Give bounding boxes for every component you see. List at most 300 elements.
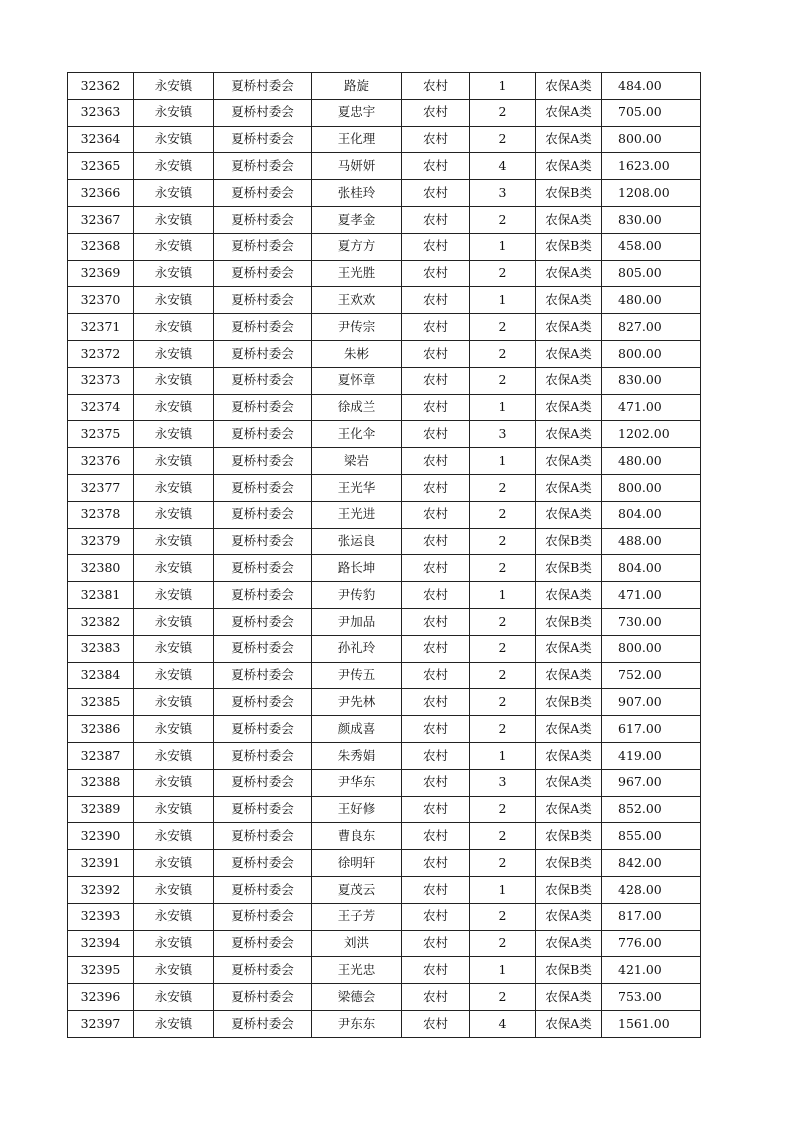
household-size-cell: 2 [470, 501, 536, 528]
household-size-cell: 2 [470, 474, 536, 501]
table-row [68, 850, 701, 877]
household-size-cell: 1 [470, 582, 536, 609]
town-cell: 永安镇 [134, 394, 214, 421]
name-cell: 王光华 [312, 474, 402, 501]
area-type-cell: 农村 [402, 555, 470, 582]
village-cell: 夏桥村委会 [214, 206, 312, 233]
table-row [68, 984, 701, 1011]
household-size-cell: 2 [470, 555, 536, 582]
household-size-cell: 1 [470, 448, 536, 475]
table-row [68, 662, 701, 689]
serial-cell: 32387 [68, 742, 134, 769]
serial-cell: 32365 [68, 153, 134, 180]
table-row [68, 689, 701, 716]
category-cell: 农保A类 [536, 126, 602, 153]
table-row [68, 1010, 701, 1037]
serial-cell: 32379 [68, 528, 134, 555]
town-cell: 永安镇 [134, 501, 214, 528]
beneficiary-table [67, 72, 701, 1038]
town-cell: 永安镇 [134, 287, 214, 314]
serial-cell: 32378 [68, 501, 134, 528]
village-cell: 夏桥村委会 [214, 448, 312, 475]
category-cell: 农保A类 [536, 635, 602, 662]
name-cell: 徐成兰 [312, 394, 402, 421]
name-cell: 尹传五 [312, 662, 402, 689]
amount-cell: 800.00 [602, 474, 701, 501]
village-cell: 夏桥村委会 [214, 394, 312, 421]
serial-cell: 32371 [68, 314, 134, 341]
area-type-cell: 农村 [402, 528, 470, 555]
serial-cell: 32364 [68, 126, 134, 153]
town-cell: 永安镇 [134, 742, 214, 769]
name-cell: 张桂玲 [312, 180, 402, 207]
serial-cell: 32384 [68, 662, 134, 689]
household-size-cell: 4 [470, 1010, 536, 1037]
name-cell: 马妍妍 [312, 153, 402, 180]
area-type-cell: 农村 [402, 394, 470, 421]
household-size-cell: 1 [470, 287, 536, 314]
name-cell: 王光胜 [312, 260, 402, 287]
village-cell: 夏桥村委会 [214, 153, 312, 180]
amount-cell: 776.00 [602, 930, 701, 957]
village-cell: 夏桥村委会 [214, 287, 312, 314]
category-cell: 农保B类 [536, 850, 602, 877]
amount-cell: 488.00 [602, 528, 701, 555]
category-cell: 农保A类 [536, 930, 602, 957]
village-cell: 夏桥村委会 [214, 608, 312, 635]
category-cell: 农保A类 [536, 367, 602, 394]
name-cell: 王光进 [312, 501, 402, 528]
village-cell: 夏桥村委会 [214, 903, 312, 930]
area-type-cell: 农村 [402, 233, 470, 260]
village-cell: 夏桥村委会 [214, 742, 312, 769]
category-cell: 农保A类 [536, 582, 602, 609]
category-cell: 农保A类 [536, 73, 602, 100]
name-cell: 夏忠宇 [312, 99, 402, 126]
household-size-cell: 2 [470, 903, 536, 930]
name-cell: 王欢欢 [312, 287, 402, 314]
name-cell: 梁德会 [312, 984, 402, 1011]
table-row [68, 206, 701, 233]
town-cell: 永安镇 [134, 528, 214, 555]
name-cell: 夏茂云 [312, 876, 402, 903]
household-size-cell: 1 [470, 73, 536, 100]
village-cell: 夏桥村委会 [214, 635, 312, 662]
town-cell: 永安镇 [134, 260, 214, 287]
serial-cell: 32394 [68, 930, 134, 957]
town-cell: 永安镇 [134, 903, 214, 930]
serial-cell: 32389 [68, 796, 134, 823]
name-cell: 夏方方 [312, 233, 402, 260]
village-cell: 夏桥村委会 [214, 73, 312, 100]
village-cell: 夏桥村委会 [214, 528, 312, 555]
household-size-cell: 2 [470, 608, 536, 635]
household-size-cell: 3 [470, 421, 536, 448]
household-size-cell: 1 [470, 957, 536, 984]
category-cell: 农保B类 [536, 528, 602, 555]
town-cell: 永安镇 [134, 635, 214, 662]
amount-cell: 1623.00 [602, 153, 701, 180]
name-cell: 刘洪 [312, 930, 402, 957]
town-cell: 永安镇 [134, 314, 214, 341]
category-cell: 农保A类 [536, 662, 602, 689]
serial-cell: 32385 [68, 689, 134, 716]
household-size-cell: 2 [470, 99, 536, 126]
household-size-cell: 2 [470, 716, 536, 743]
category-cell: 农保A类 [536, 796, 602, 823]
area-type-cell: 农村 [402, 769, 470, 796]
category-cell: 农保B类 [536, 555, 602, 582]
village-cell: 夏桥村委会 [214, 876, 312, 903]
serial-cell: 32372 [68, 340, 134, 367]
village-cell: 夏桥村委会 [214, 984, 312, 1011]
household-size-cell: 2 [470, 314, 536, 341]
serial-cell: 32382 [68, 608, 134, 635]
area-type-cell: 农村 [402, 850, 470, 877]
table-row [68, 99, 701, 126]
name-cell: 尹传宗 [312, 314, 402, 341]
name-cell: 王化理 [312, 126, 402, 153]
table-row [68, 73, 701, 100]
area-type-cell: 农村 [402, 421, 470, 448]
area-type-cell: 农村 [402, 206, 470, 233]
table-row [68, 957, 701, 984]
area-type-cell: 农村 [402, 260, 470, 287]
table-row [68, 823, 701, 850]
town-cell: 永安镇 [134, 555, 214, 582]
village-cell: 夏桥村委会 [214, 689, 312, 716]
name-cell: 徐明轩 [312, 850, 402, 877]
village-cell: 夏桥村委会 [214, 716, 312, 743]
household-size-cell: 4 [470, 153, 536, 180]
serial-cell: 32388 [68, 769, 134, 796]
name-cell: 王子芳 [312, 903, 402, 930]
category-cell: 农保A类 [536, 287, 602, 314]
household-size-cell: 2 [470, 126, 536, 153]
table-row [68, 421, 701, 448]
table-row [68, 635, 701, 662]
amount-cell: 471.00 [602, 394, 701, 421]
village-cell: 夏桥村委会 [214, 421, 312, 448]
amount-cell: 1208.00 [602, 180, 701, 207]
table-row [68, 608, 701, 635]
household-size-cell: 1 [470, 394, 536, 421]
name-cell: 曹良东 [312, 823, 402, 850]
serial-cell: 32363 [68, 99, 134, 126]
table-row [68, 394, 701, 421]
village-cell: 夏桥村委会 [214, 126, 312, 153]
serial-cell: 32395 [68, 957, 134, 984]
household-size-cell: 2 [470, 796, 536, 823]
amount-cell: 907.00 [602, 689, 701, 716]
village-cell: 夏桥村委会 [214, 930, 312, 957]
table-row [68, 742, 701, 769]
category-cell: 农保A类 [536, 1010, 602, 1037]
table-row [68, 796, 701, 823]
area-type-cell: 农村 [402, 903, 470, 930]
town-cell: 永安镇 [134, 233, 214, 260]
serial-cell: 32376 [68, 448, 134, 475]
table-row [68, 287, 701, 314]
amount-cell: 752.00 [602, 662, 701, 689]
amount-cell: 419.00 [602, 742, 701, 769]
village-cell: 夏桥村委会 [214, 796, 312, 823]
town-cell: 永安镇 [134, 474, 214, 501]
household-size-cell: 1 [470, 742, 536, 769]
area-type-cell: 农村 [402, 823, 470, 850]
amount-cell: 855.00 [602, 823, 701, 850]
table-row [68, 903, 701, 930]
area-type-cell: 农村 [402, 474, 470, 501]
area-type-cell: 农村 [402, 153, 470, 180]
area-type-cell: 农村 [402, 367, 470, 394]
area-type-cell: 农村 [402, 662, 470, 689]
amount-cell: 852.00 [602, 796, 701, 823]
table-row [68, 716, 701, 743]
household-size-cell: 2 [470, 635, 536, 662]
amount-cell: 804.00 [602, 555, 701, 582]
category-cell: 农保A类 [536, 206, 602, 233]
table-body [68, 73, 701, 1038]
town-cell: 永安镇 [134, 689, 214, 716]
category-cell: 农保A类 [536, 903, 602, 930]
table-row [68, 233, 701, 260]
area-type-cell: 农村 [402, 796, 470, 823]
category-cell: 农保B类 [536, 957, 602, 984]
amount-cell: 830.00 [602, 206, 701, 233]
table-row [68, 314, 701, 341]
area-type-cell: 农村 [402, 957, 470, 984]
name-cell: 颜成喜 [312, 716, 402, 743]
name-cell: 路长坤 [312, 555, 402, 582]
area-type-cell: 农村 [402, 314, 470, 341]
area-type-cell: 农村 [402, 73, 470, 100]
area-type-cell: 农村 [402, 742, 470, 769]
household-size-cell: 2 [470, 260, 536, 287]
area-type-cell: 农村 [402, 876, 470, 903]
serial-cell: 32377 [68, 474, 134, 501]
household-size-cell: 1 [470, 876, 536, 903]
household-size-cell: 2 [470, 850, 536, 877]
town-cell: 永安镇 [134, 608, 214, 635]
category-cell: 农保A类 [536, 153, 602, 180]
serial-cell: 32397 [68, 1010, 134, 1037]
village-cell: 夏桥村委会 [214, 99, 312, 126]
area-type-cell: 农村 [402, 635, 470, 662]
town-cell: 永安镇 [134, 421, 214, 448]
area-type-cell: 农村 [402, 448, 470, 475]
household-size-cell: 2 [470, 930, 536, 957]
village-cell: 夏桥村委会 [214, 1010, 312, 1037]
serial-cell: 32390 [68, 823, 134, 850]
serial-cell: 32369 [68, 260, 134, 287]
serial-cell: 32396 [68, 984, 134, 1011]
table-row [68, 769, 701, 796]
name-cell: 朱秀娟 [312, 742, 402, 769]
table-row [68, 501, 701, 528]
village-cell: 夏桥村委会 [214, 314, 312, 341]
household-size-cell: 2 [470, 340, 536, 367]
category-cell: 农保A类 [536, 716, 602, 743]
household-size-cell: 2 [470, 367, 536, 394]
household-size-cell: 2 [470, 823, 536, 850]
category-cell: 农保A类 [536, 984, 602, 1011]
town-cell: 永安镇 [134, 340, 214, 367]
village-cell: 夏桥村委会 [214, 662, 312, 689]
village-cell: 夏桥村委会 [214, 501, 312, 528]
area-type-cell: 农村 [402, 1010, 470, 1037]
town-cell: 永安镇 [134, 582, 214, 609]
table-row [68, 153, 701, 180]
town-cell: 永安镇 [134, 367, 214, 394]
amount-cell: 705.00 [602, 99, 701, 126]
serial-cell: 32366 [68, 180, 134, 207]
category-cell: 农保A类 [536, 501, 602, 528]
serial-cell: 32386 [68, 716, 134, 743]
area-type-cell: 农村 [402, 930, 470, 957]
amount-cell: 480.00 [602, 287, 701, 314]
amount-cell: 730.00 [602, 608, 701, 635]
name-cell: 尹传豹 [312, 582, 402, 609]
village-cell: 夏桥村委会 [214, 957, 312, 984]
village-cell: 夏桥村委会 [214, 555, 312, 582]
table-row [68, 126, 701, 153]
village-cell: 夏桥村委会 [214, 340, 312, 367]
category-cell: 农保B类 [536, 233, 602, 260]
area-type-cell: 农村 [402, 689, 470, 716]
category-cell: 农保B类 [536, 180, 602, 207]
area-type-cell: 农村 [402, 716, 470, 743]
amount-cell: 421.00 [602, 957, 701, 984]
town-cell: 永安镇 [134, 448, 214, 475]
serial-cell: 32381 [68, 582, 134, 609]
village-cell: 夏桥村委会 [214, 850, 312, 877]
table-row [68, 555, 701, 582]
amount-cell: 458.00 [602, 233, 701, 260]
category-cell: 农保A类 [536, 742, 602, 769]
town-cell: 永安镇 [134, 180, 214, 207]
amount-cell: 484.00 [602, 73, 701, 100]
amount-cell: 471.00 [602, 582, 701, 609]
category-cell: 农保B类 [536, 608, 602, 635]
name-cell: 朱彬 [312, 340, 402, 367]
category-cell: 农保A类 [536, 474, 602, 501]
serial-cell: 32393 [68, 903, 134, 930]
category-cell: 农保A类 [536, 769, 602, 796]
name-cell: 孙礼玲 [312, 635, 402, 662]
amount-cell: 753.00 [602, 984, 701, 1011]
household-size-cell: 3 [470, 769, 536, 796]
area-type-cell: 农村 [402, 984, 470, 1011]
area-type-cell: 农村 [402, 340, 470, 367]
town-cell: 永安镇 [134, 73, 214, 100]
amount-cell: 817.00 [602, 903, 701, 930]
category-cell: 农保B类 [536, 689, 602, 716]
category-cell: 农保A类 [536, 340, 602, 367]
name-cell: 夏孝金 [312, 206, 402, 233]
town-cell: 永安镇 [134, 796, 214, 823]
town-cell: 永安镇 [134, 126, 214, 153]
amount-cell: 617.00 [602, 716, 701, 743]
serial-cell: 32373 [68, 367, 134, 394]
serial-cell: 32380 [68, 555, 134, 582]
name-cell: 路旋 [312, 73, 402, 100]
category-cell: 农保A类 [536, 260, 602, 287]
town-cell: 永安镇 [134, 957, 214, 984]
village-cell: 夏桥村委会 [214, 260, 312, 287]
area-type-cell: 农村 [402, 501, 470, 528]
name-cell: 王化伞 [312, 421, 402, 448]
village-cell: 夏桥村委会 [214, 474, 312, 501]
town-cell: 永安镇 [134, 153, 214, 180]
area-type-cell: 农村 [402, 99, 470, 126]
town-cell: 永安镇 [134, 876, 214, 903]
amount-cell: 1202.00 [602, 421, 701, 448]
name-cell: 尹加品 [312, 608, 402, 635]
amount-cell: 800.00 [602, 635, 701, 662]
name-cell: 夏怀章 [312, 367, 402, 394]
serial-cell: 32375 [68, 421, 134, 448]
area-type-cell: 农村 [402, 126, 470, 153]
town-cell: 永安镇 [134, 984, 214, 1011]
serial-cell: 32374 [68, 394, 134, 421]
table-row [68, 340, 701, 367]
amount-cell: 428.00 [602, 876, 701, 903]
table-row [68, 367, 701, 394]
town-cell: 永安镇 [134, 850, 214, 877]
name-cell: 王光忠 [312, 957, 402, 984]
area-type-cell: 农村 [402, 287, 470, 314]
table-row [68, 474, 701, 501]
serial-cell: 32392 [68, 876, 134, 903]
area-type-cell: 农村 [402, 180, 470, 207]
amount-cell: 842.00 [602, 850, 701, 877]
household-size-cell: 2 [470, 528, 536, 555]
amount-cell: 800.00 [602, 126, 701, 153]
name-cell: 王好修 [312, 796, 402, 823]
town-cell: 永安镇 [134, 930, 214, 957]
amount-cell: 804.00 [602, 501, 701, 528]
category-cell: 农保A类 [536, 394, 602, 421]
table-row [68, 260, 701, 287]
village-cell: 夏桥村委会 [214, 769, 312, 796]
amount-cell: 805.00 [602, 260, 701, 287]
village-cell: 夏桥村委会 [214, 823, 312, 850]
category-cell: 农保A类 [536, 421, 602, 448]
amount-cell: 967.00 [602, 769, 701, 796]
name-cell: 张运良 [312, 528, 402, 555]
area-type-cell: 农村 [402, 608, 470, 635]
category-cell: 农保A类 [536, 448, 602, 475]
category-cell: 农保B类 [536, 876, 602, 903]
name-cell: 尹先林 [312, 689, 402, 716]
serial-cell: 32367 [68, 206, 134, 233]
household-size-cell: 2 [470, 662, 536, 689]
village-cell: 夏桥村委会 [214, 180, 312, 207]
household-size-cell: 1 [470, 233, 536, 260]
name-cell: 尹华东 [312, 769, 402, 796]
town-cell: 永安镇 [134, 662, 214, 689]
name-cell: 尹东东 [312, 1010, 402, 1037]
name-cell: 梁岩 [312, 448, 402, 475]
household-size-cell: 3 [470, 180, 536, 207]
household-size-cell: 2 [470, 984, 536, 1011]
town-cell: 永安镇 [134, 206, 214, 233]
category-cell: 农保B类 [536, 823, 602, 850]
serial-cell: 32391 [68, 850, 134, 877]
town-cell: 永安镇 [134, 716, 214, 743]
table-row [68, 528, 701, 555]
